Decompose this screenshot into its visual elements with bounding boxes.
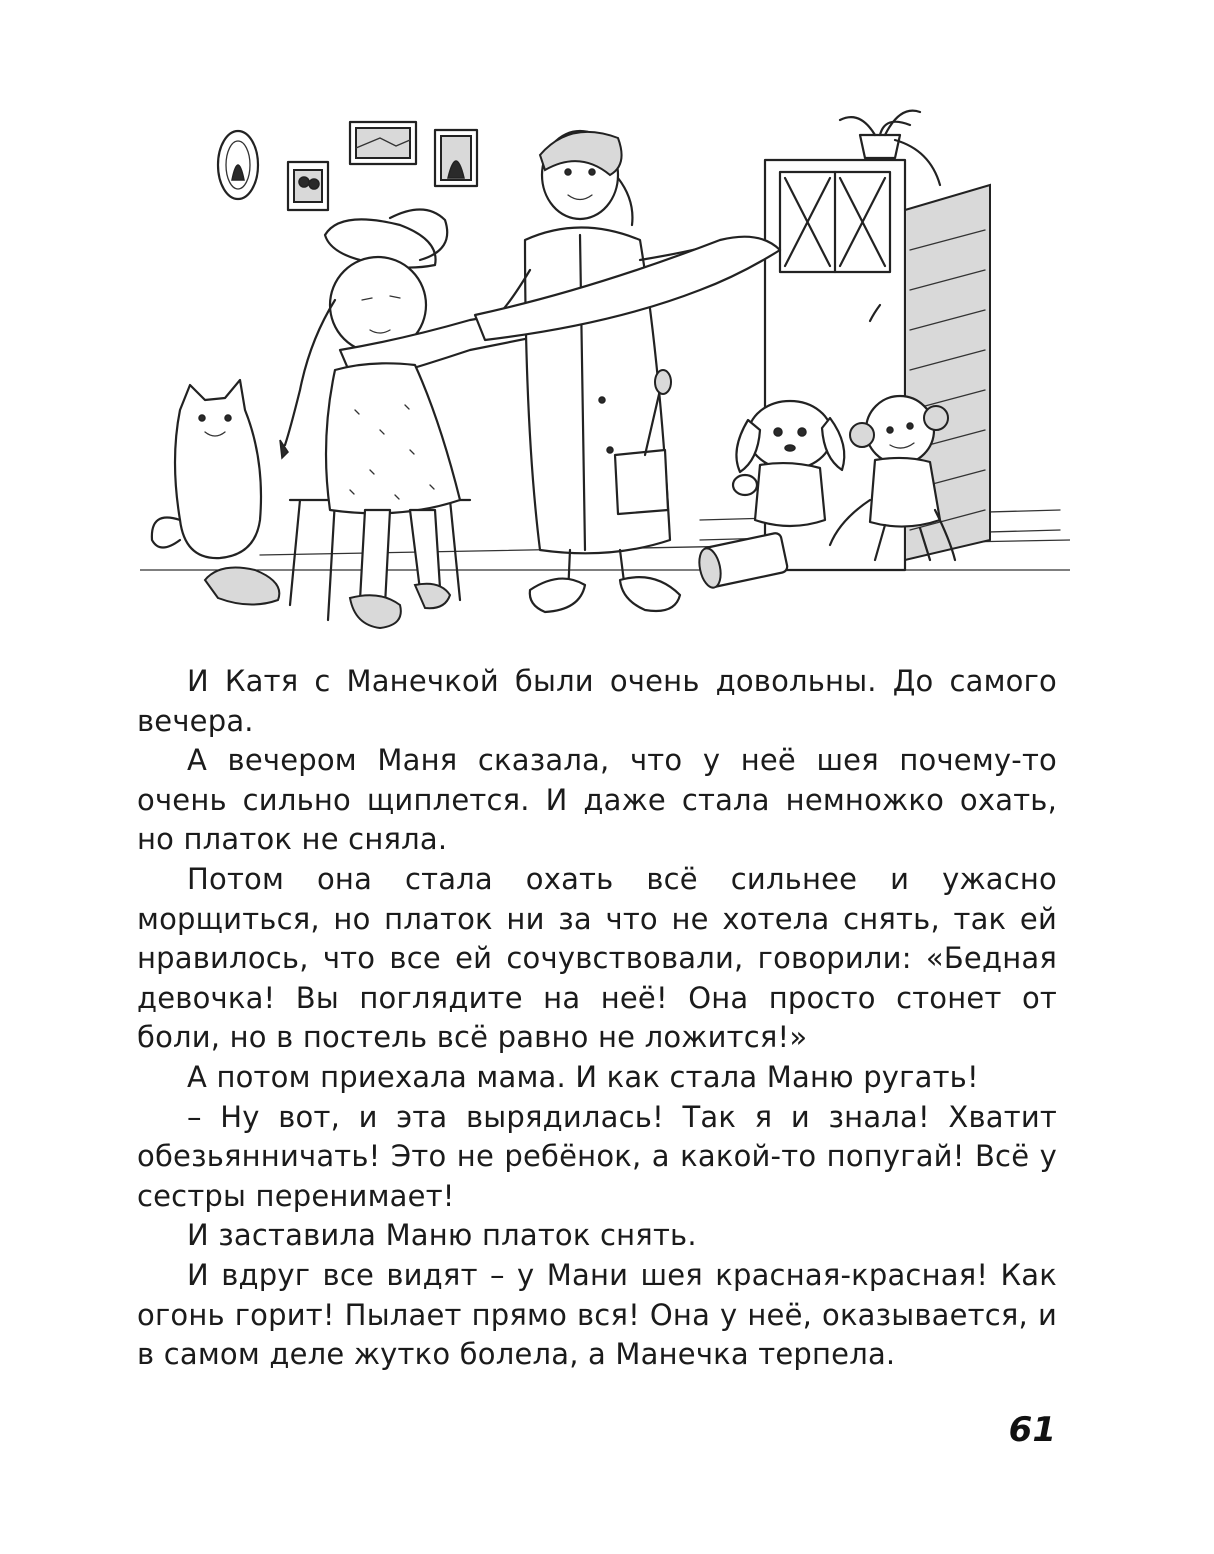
- paragraph: Потом она стала охать всё сильнее и ужасно морщиться, но платок ни за что не хотела снять, так ей нравилось, что все ей сочувствовали, говорили: «Бедная девочка! Вы поглядите на неё! Она просто стонет от боли, но в постель всё равно не ложится!»: [137, 861, 1057, 1055]
- paragraph: И заставила Маню платок снять.: [187, 1218, 697, 1253]
- wall-picture-landscape: [350, 122, 416, 164]
- wall-picture-oval: [218, 131, 258, 199]
- cat-figure: [152, 380, 261, 558]
- paragraph: И Катя с Манечкой были очень довольны. До самого вечера.: [137, 664, 1057, 738]
- wall-picture-small: [288, 162, 328, 210]
- paragraph: И вдруг все видят – у Мани шея красная-красная! Как огонь горит! Пылает прямо вся! Она у неё, оказывается, и в самом деле жутко болела, а Манечка терпела.: [137, 1257, 1057, 1372]
- wall-picture-portrait: [435, 130, 477, 186]
- illustration-drawing: [140, 100, 1070, 645]
- tin-can: [696, 532, 788, 590]
- paragraph: – Ну вот, и эта вырядилась! Так я и знала! Хватит обезьянничать! Это не ребёнок, а какой-то попугай! Всё у сестры перенимает!: [137, 1099, 1057, 1213]
- woman-figure: [475, 131, 780, 612]
- slipper: [205, 568, 279, 605]
- story-text: [137, 662, 1057, 1375]
- paragraph: А потом приехала мама. И как стала Маню ругать!: [187, 1059, 979, 1094]
- page-number: 61: [1008, 1410, 1056, 1450]
- paragraph: А вечером Маня сказала, что у неё шея почему-то очень сильно щиплется. И даже стала немножко охать, но платок не сняла.: [137, 743, 1057, 857]
- story-illustration: [140, 100, 1070, 645]
